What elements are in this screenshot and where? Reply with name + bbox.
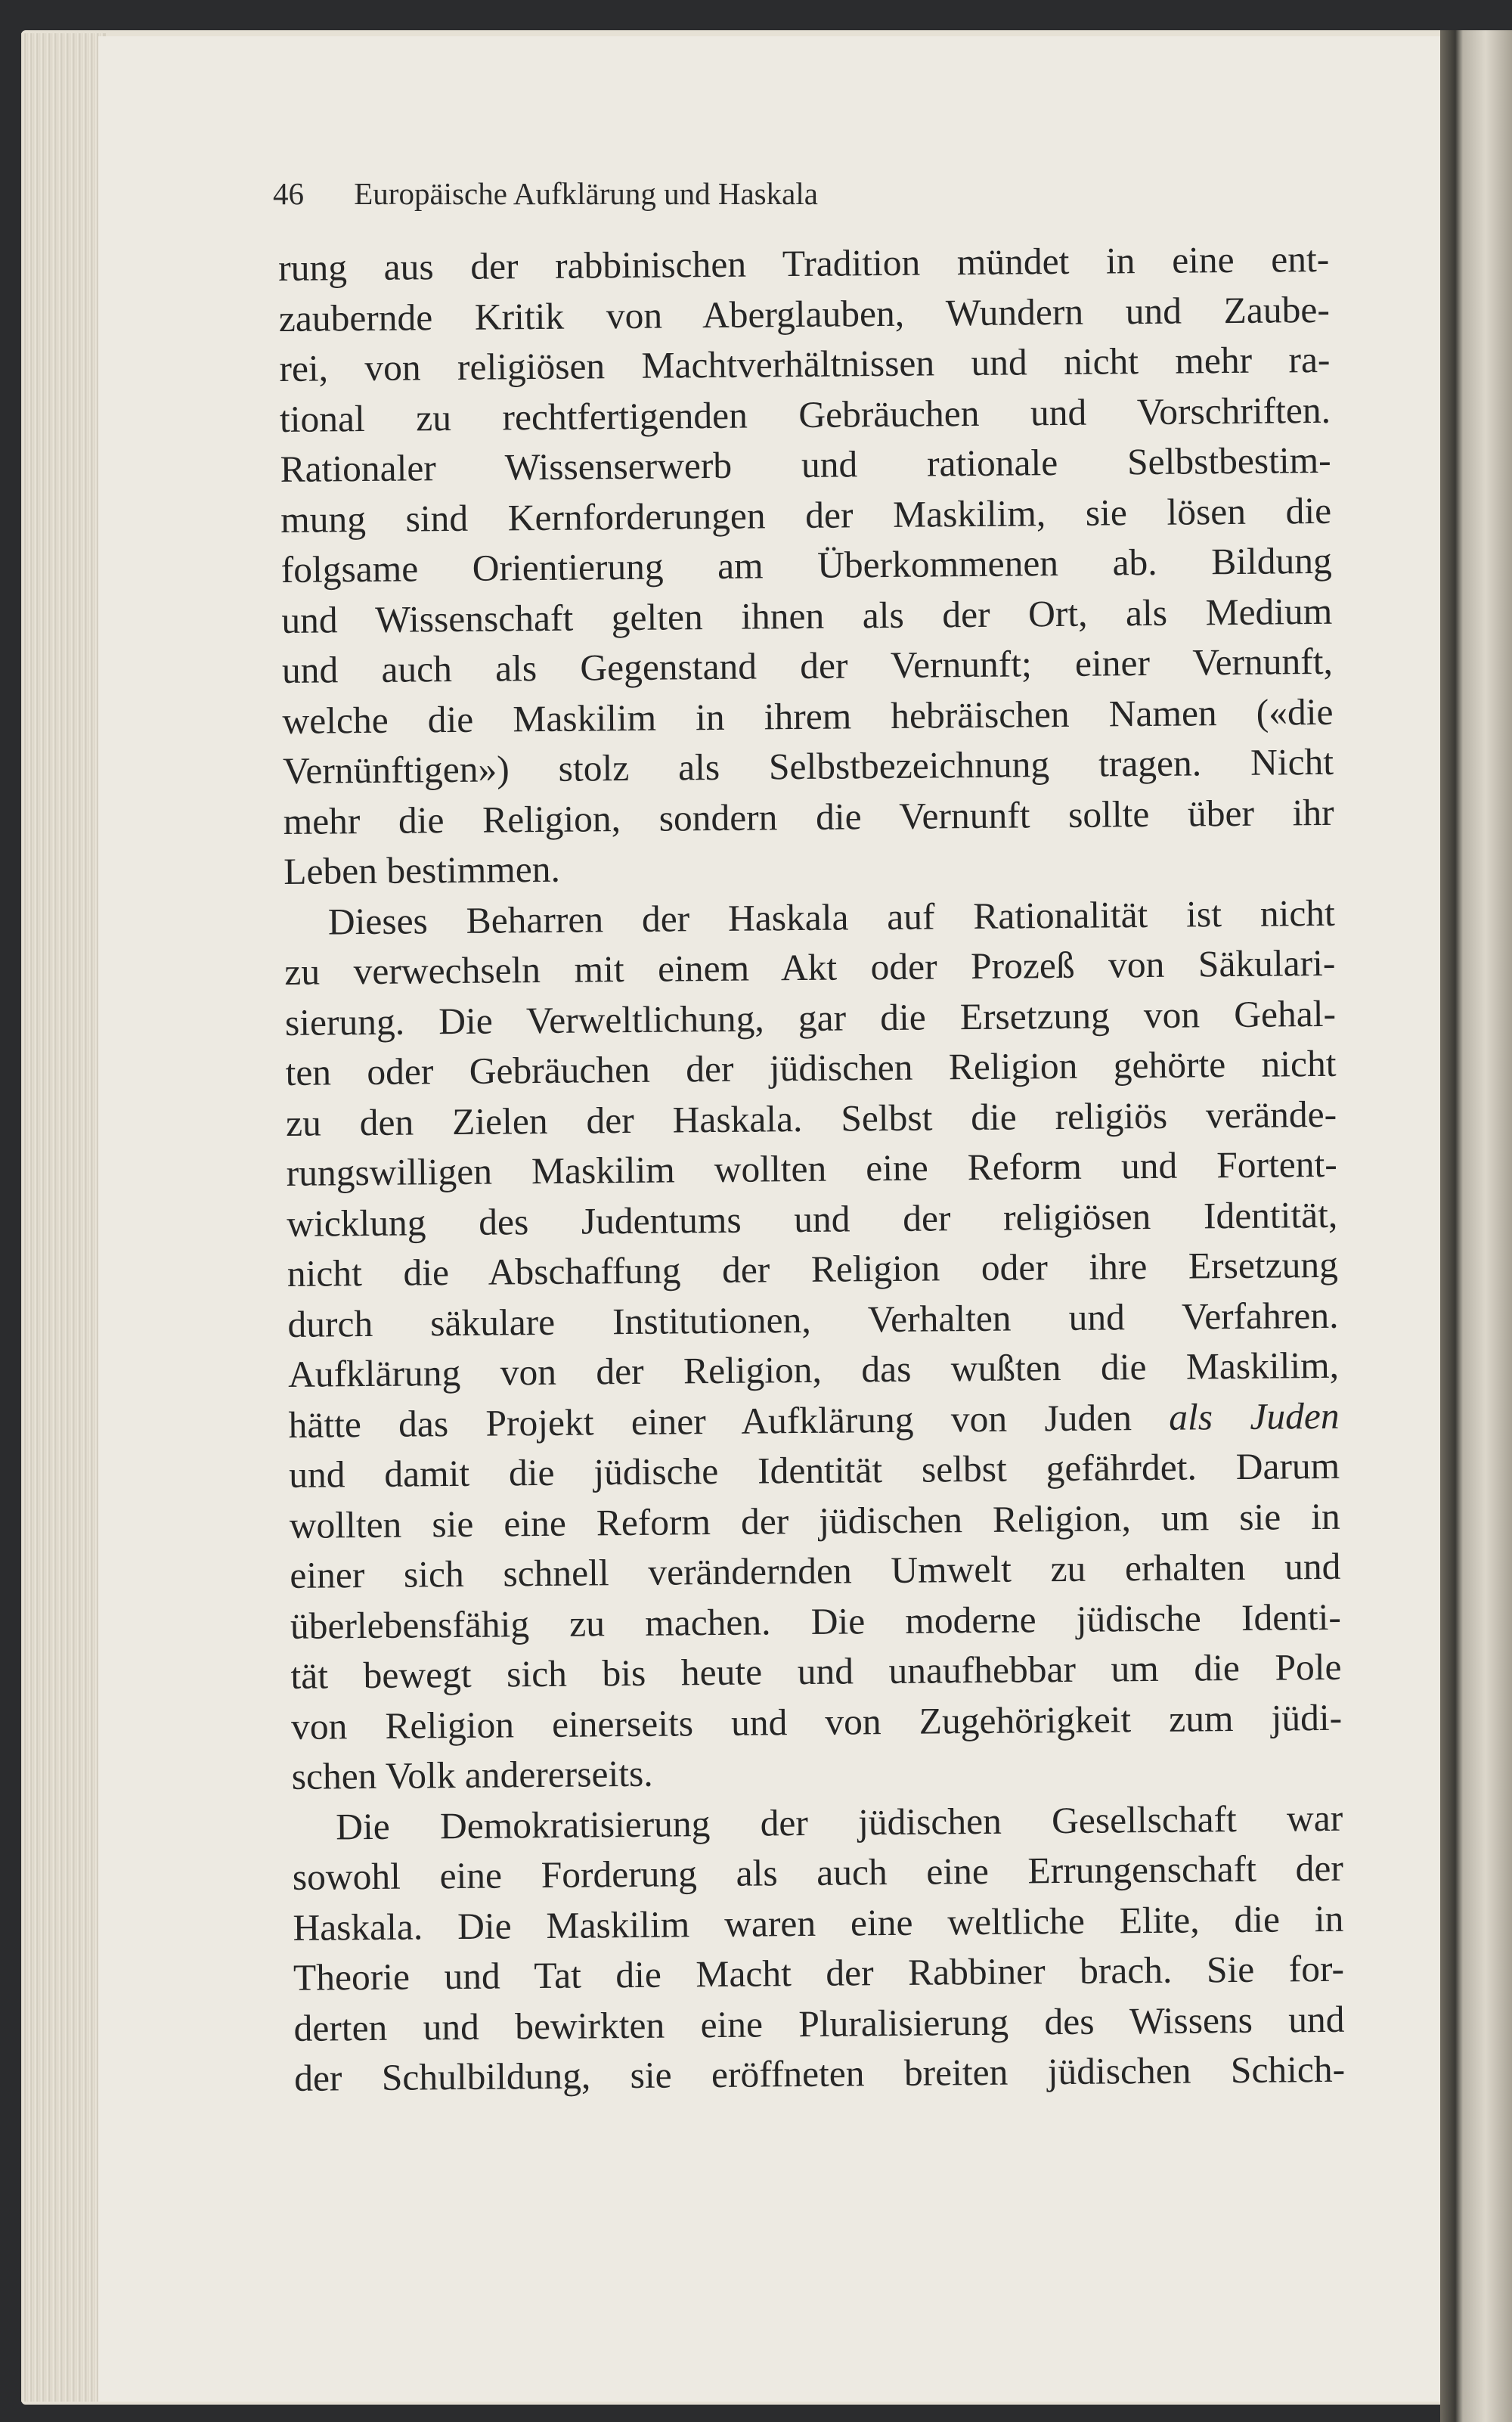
text-line: einer sich schnell verändernden Umwelt zu erhalten und xyxy=(290,1545,1341,1596)
text-line: Rationaler Wissenserwerb und rationale Selbstbestim- xyxy=(280,439,1331,490)
text-line: wicklung des Judentums und der religiösen Identität, xyxy=(287,1193,1338,1245)
text-line: ten oder Gebräuchen der jüdischen Religion gehörte nicht xyxy=(285,1042,1337,1093)
text-line: derten und bewirkten eine Pluralisierung des Wissens und xyxy=(293,1998,1345,2049)
text-line: und Wissenschaft gelten ihnen als der Ort, als Medium xyxy=(281,590,1333,641)
text-line: wollten sie eine Reform der jüdischen Religion, um sie in xyxy=(289,1495,1340,1546)
text-line: sowohl eine Forderung als auch eine Errungenschaft der xyxy=(292,1847,1344,1898)
text-line: rei, von religiösen Machtverhältnissen und nicht mehr ra- xyxy=(279,338,1331,389)
text-line: schen Volk andererseits. xyxy=(291,1752,653,1797)
text-line: folgsame Orientierung am Überkommenen ab. Bildung xyxy=(280,539,1332,591)
text-line: und damit die jüdische Identität selbst gefährdet. Darum xyxy=(288,1444,1340,1496)
text-line: überlebensfähig zu machen. Die moderne jüdische Identi- xyxy=(290,1596,1342,1647)
text-line: Die Demokratisierung der jüdischen Gesellschaft war xyxy=(336,1797,1343,1847)
text-line: zaubernde Kritik von Aberglauben, Wundern und Zaube- xyxy=(278,288,1331,340)
text-line: von Religion einerseits und von Zugehörigkeit zum jüdi- xyxy=(290,1696,1343,1747)
text-line: Theorie und Tat die Macht der Rabbiner brach. Sie for- xyxy=(293,1947,1345,1999)
page-edges xyxy=(21,33,106,2402)
text-line: tät bewegt sich bis heute und unaufhebbar um die Pole xyxy=(290,1645,1342,1697)
text-line: der Schulbildung, sie eröffneten breiten jüdischen Schich- xyxy=(293,2048,1346,2099)
text-line: rungswilligen Maskilim wollten eine Reform und Fortent- xyxy=(286,1143,1337,1194)
text-line-with-emphasis xyxy=(288,1391,1340,1450)
text-line: mehr die Religion, sondern die Vernunft sollte über ihr xyxy=(283,791,1334,842)
running-title: Europäische Aufklärung und Haskala xyxy=(354,176,818,211)
text-line: nicht die Abschaffung der Religion oder ihre Ersetzung xyxy=(287,1243,1339,1295)
text-line: Dieses Beharren der Haskala auf Rationalität ist nicht xyxy=(327,892,1336,942)
text-line: Leben bestimmen. xyxy=(284,848,561,892)
text-line: Aufklärung von der Religion, das wußten die Maskilim, xyxy=(287,1344,1340,1395)
text-line: durch säkulare Institutionen, Verhalten und Verfahren. xyxy=(287,1294,1339,1345)
text-line: welche die Maskilim in ihrem hebräischen Namen («die xyxy=(282,690,1334,742)
text-line: zu verwechseln mit einem Akt oder Prozeß von Säkulari- xyxy=(284,941,1336,993)
body-text xyxy=(278,234,1345,2104)
page-number: 46 xyxy=(273,176,304,211)
text-line: und auch als Gegenstand der Vernunft; einer Vernunft, xyxy=(281,640,1334,691)
text-line: rung aus der rabbinischen Tradition mündet in eine ent- xyxy=(278,237,1330,289)
emphasis-text: als Juden xyxy=(1169,1394,1340,1438)
text-line-segment: hätte das Projekt einer Aufklärung von Juden xyxy=(288,1396,1132,1446)
text-line: zu den Zielen der Haskala. Selbst die religiös verände- xyxy=(285,1093,1337,1144)
facing-page-edge xyxy=(1440,30,1512,2422)
text-line: sierung. Die Verweltlichung, gar die Ersetzung von Gehal- xyxy=(284,992,1337,1044)
text-line: tional zu rechtfertigenden Gebräuchen und Vorschriften. xyxy=(279,389,1331,440)
text-line: Vernünftigen») stolz als Selbstbezeichnung tragen. Nicht xyxy=(282,740,1334,792)
text-line: Haskala. Die Maskilim waren eine weltliche Elite, die in xyxy=(293,1897,1344,1949)
text-line: mung sind Kernforderungen der Maskilim, sie lösen die xyxy=(280,489,1332,541)
running-header xyxy=(273,175,818,212)
